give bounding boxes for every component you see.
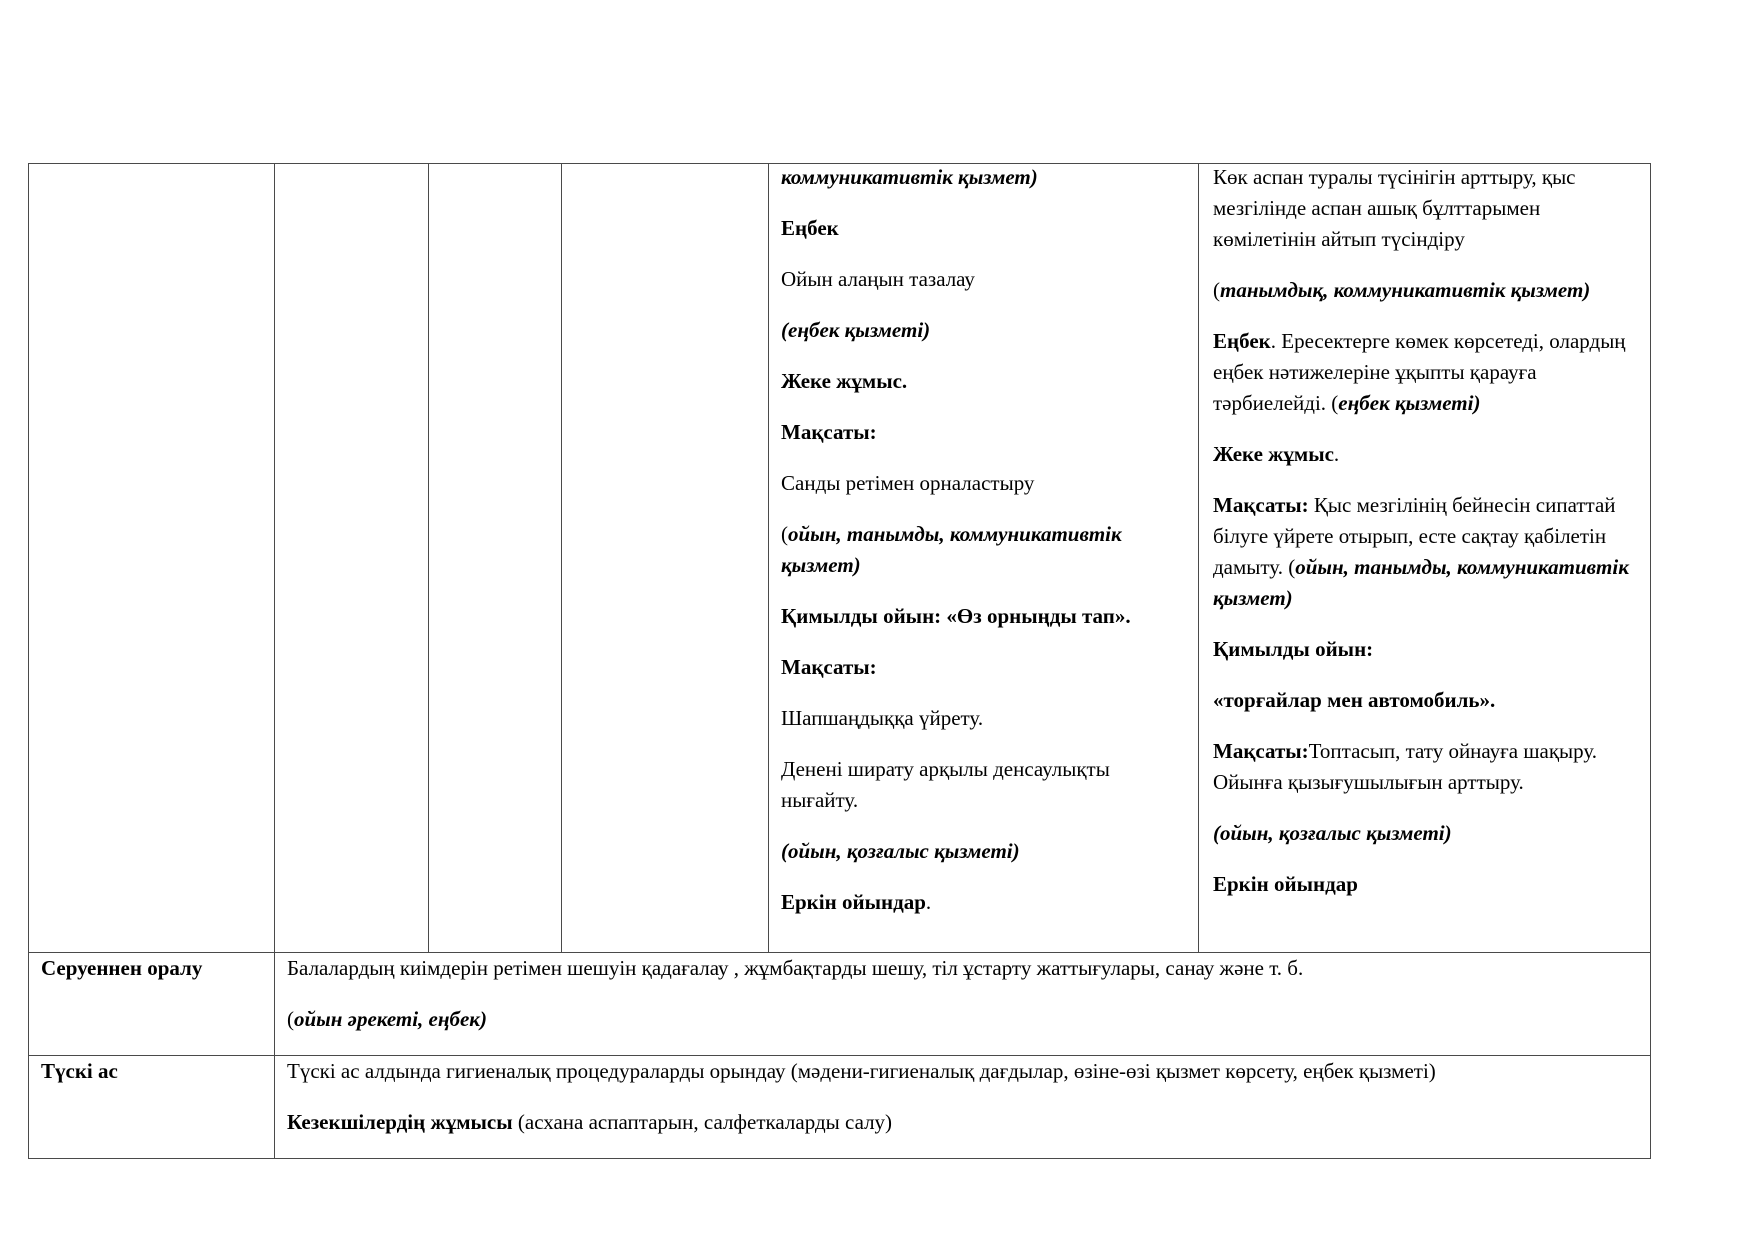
- goal-paragraph: [1213, 490, 1643, 614]
- col-divider-3: [561, 163, 562, 953]
- goal-text-2: Шапшаңдыққа үйрету.: [781, 706, 984, 730]
- goal-heading-2: Мақсаты:: [781, 655, 877, 679]
- goal-heading: Мақсаты:: [1213, 493, 1309, 517]
- outdoor-game-heading: Қимылды ойын: «Өз орныңды тап».: [781, 604, 1131, 628]
- paren-open: (: [781, 522, 788, 546]
- health-text: Денені ширату арқылы денсаулықты нығайту.: [781, 757, 1110, 812]
- walk-activities-cell: [781, 162, 1191, 938]
- free-games: Еркін ойындар: [1213, 872, 1358, 896]
- col-divider-5: [1198, 163, 1199, 953]
- goal-heading: Мақсаты:: [781, 420, 877, 444]
- return-from-walk-label: Серуеннен оралу: [41, 956, 203, 980]
- period: .: [925, 890, 932, 914]
- period: .: [1333, 442, 1340, 466]
- activity-note: [1213, 275, 1643, 306]
- movement-activity-note: (ойын, қозғалыс қызметі): [1213, 821, 1452, 845]
- col-divider-4: [768, 163, 769, 953]
- walk-activities-cell-2: [1213, 162, 1643, 920]
- lunch-hygiene-text: Түскі ас алдында гигиеналық процедураларды орындау (мәдени-гигиеналық дағдылар, өзіне-өзі қызмет көрсету, еңбек қызметі): [287, 1059, 1436, 1083]
- return-activity-note-bold: ойын әрекеті, еңбек): [294, 1007, 487, 1031]
- col-divider-2: [428, 163, 429, 953]
- outdoor-game-heading: Қимылды ойын:: [1213, 637, 1374, 661]
- activity-note-bold: ойын, танымды, коммуникативтік қызмет): [781, 522, 1122, 577]
- goal-heading-2: Мақсаты:: [1213, 739, 1309, 763]
- labor-paragraph: [1213, 326, 1643, 419]
- labor-task: Ойын алаңын тазалау: [781, 267, 975, 291]
- lunch-content: [287, 1056, 1642, 1158]
- table-left-border: [28, 163, 29, 1159]
- free-games: [781, 887, 1191, 918]
- labor-activity-note: еңбек қызметі): [1338, 391, 1481, 415]
- table-bottom-border: [28, 1158, 1651, 1159]
- labor-activity-note: (еңбек қызметі): [781, 318, 931, 342]
- labor-heading: Еңбек: [1213, 329, 1271, 353]
- movement-activity-note: (ойын, қозғалыс қызметі): [781, 839, 1020, 863]
- return-from-walk-content: [287, 953, 1642, 1055]
- labor-heading: Еңбек: [781, 216, 839, 240]
- individual-work-heading: Жеке жұмыс.: [781, 369, 908, 393]
- activity-note-bold: ойын, танымды, коммуникативтік қызмет): [1213, 555, 1629, 610]
- return-activity-note: [287, 1004, 1642, 1035]
- goal-text: Санды ретімен орналастыру: [781, 471, 1035, 495]
- individual-work: [1213, 439, 1643, 470]
- duty-work-heading: Кезекшілердің жұмысы: [287, 1110, 513, 1134]
- activity-note-bold: танымдық, коммуникативтік қызмет): [1220, 278, 1591, 302]
- free-games-label: Еркін ойындар: [781, 890, 926, 914]
- outdoor-game-title: «торғайлар мен автомобиль».: [1213, 688, 1496, 712]
- duty-work: [287, 1107, 1642, 1138]
- activity-type-note: коммуникативтік қызмет): [781, 165, 1038, 189]
- labor-text: . Ересектерге көмек көрсетеді, олардың еңбек нәтижелеріне ұқыпты қарауға тәрбиелейді. (: [1213, 329, 1626, 415]
- paren-open: (: [1213, 278, 1220, 302]
- individual-work-heading: Жеке жұмыс: [1213, 442, 1334, 466]
- sky-observation-text: Көк аспан туралы түсінігін арттыру, қыс мезгілінде аспан ашық бұлттарымен көмілетінін айтып түсіндіру: [1213, 165, 1576, 251]
- col-divider-1: [274, 163, 275, 1159]
- return-from-walk-text: Балалардың киімдерін ретімен шешуін қадағалау , жұмбақтарды шешу, тіл ұстарту жаттығулары, санау және т. б.: [287, 956, 1304, 980]
- goal-text: Қыс мезгілінің бейнесін сипаттай білуге үйрете отырып, есте сақтау қабілетін дамыту. (: [1213, 493, 1616, 579]
- goal-paragraph-2: [1213, 736, 1643, 798]
- paren-open: (: [287, 1007, 294, 1031]
- duty-work-text: (асхана аспаптарын, салфеткаларды салу): [512, 1110, 893, 1134]
- goal-text-2: Топтасып, тату ойнауға шақыру. Ойынға қызығушылығын арттыру.: [1213, 739, 1598, 794]
- table-right-border: [1650, 163, 1651, 1159]
- activity-note: [781, 519, 1191, 581]
- lunch-label: Түскі ас: [41, 1059, 118, 1083]
